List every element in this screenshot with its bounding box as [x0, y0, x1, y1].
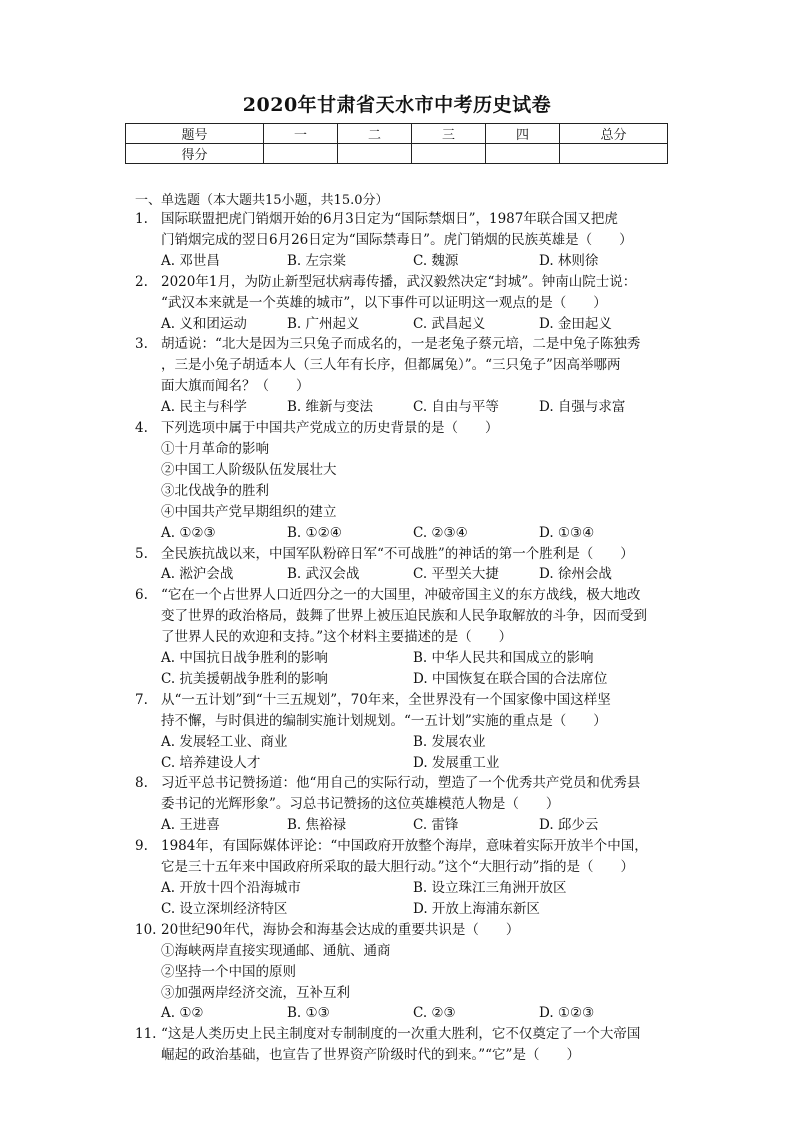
answer-option[interactable]: C. ②③④	[413, 524, 468, 541]
question-number: 4.	[135, 420, 148, 437]
answer-option[interactable]: A. 王进喜	[161, 817, 220, 834]
question-number: 5.	[135, 545, 148, 562]
answer-option[interactable]: A. ①②	[161, 1005, 204, 1022]
answer-option[interactable]: B. 设立珠江三角洲开放区	[413, 880, 567, 896]
answer-option[interactable]: B. 广州起义	[287, 315, 360, 332]
question-text-line: 它是三十五年来中国政府所采取的最大胆行动。”这个“大胆行动”指的是（ ）	[161, 859, 634, 876]
answer-options	[161, 753, 675, 774]
question-5	[135, 544, 675, 586]
answer-option[interactable]: C. 自由与平等	[413, 399, 499, 416]
question-statement: ④中国共产党早期组织的建立	[161, 503, 337, 520]
question-statement: ③北伐战争的胜利	[161, 482, 269, 499]
score-cell[interactable]	[560, 144, 668, 164]
question-text-line: “武汉本来就是一个英雄的城市”，以下事件可以证明这一观点的是（ ）	[161, 294, 607, 311]
answer-option[interactable]: C. 雷锋	[413, 817, 459, 834]
score-table	[125, 123, 668, 164]
question-text-line: 委书记的光辉形象”。习总书记赞扬的这位英雄模范人物是（ ）	[161, 796, 560, 813]
score-cell[interactable]	[486, 144, 560, 164]
question-number: 2.	[135, 273, 148, 290]
question-number: 8.	[135, 775, 148, 792]
answer-option[interactable]: D. 发展重工业	[413, 754, 500, 771]
question-text-line: “它在一个占世界人口近四分之一的大国里，冲破帝国主义的东方战线，极大地改	[161, 587, 641, 604]
question-number: 7.	[135, 691, 148, 708]
question-text-line: ，三是小兔子胡适本人（三人年有长序，但都属兔）”。“三只兔子”因高举哪两	[161, 357, 621, 374]
answer-option[interactable]: D. ①②③	[539, 1005, 595, 1022]
answer-options	[161, 1003, 675, 1024]
score-row-label: 得分	[126, 144, 264, 164]
answer-option[interactable]: B. 维新与变法	[287, 399, 374, 416]
question-number: 3.	[135, 336, 148, 353]
answer-option[interactable]: B. ①②④	[287, 524, 342, 541]
score-table-header-cell: 二	[338, 124, 412, 144]
question-2	[135, 272, 675, 335]
section-heading: 一、单选题（本大题共15小题，共15.0分）	[135, 193, 389, 208]
score-table-header-row	[126, 124, 668, 144]
score-table-header-cell: 四	[486, 124, 560, 144]
question-text-line: 面大旗而闻名？（ ）	[161, 378, 310, 395]
answer-option[interactable]: A. 发展轻工业、商业	[161, 733, 288, 750]
answer-options	[161, 815, 675, 836]
question-1	[135, 209, 675, 272]
question-text-line: 下列选项中属于中国共产党成立的历史背景的是（ ）	[161, 420, 499, 437]
answer-options	[161, 669, 675, 690]
question-number: 11.	[135, 1026, 157, 1043]
score-table-header-cell: 题号	[126, 124, 264, 144]
question-text-line: 变了世界的政治格局，鼓舞了世界上被压迫民族和人民争取解放的斗争，因而受到	[161, 608, 647, 625]
answer-option[interactable]: C. 设立深圳经济特区	[161, 900, 288, 917]
question-text-line: 崛起的政治基础，也宣告了世界资产阶级时代的到来。”“它”是（ ）	[161, 1047, 580, 1064]
answer-option[interactable]: D. 金田起义	[539, 315, 612, 332]
question-10	[135, 920, 675, 1025]
answer-option[interactable]: C. 魏源	[413, 252, 459, 269]
answer-option[interactable]: C. 武昌起义	[413, 315, 486, 332]
answer-option[interactable]: A. 义和团运动	[161, 315, 247, 332]
answer-option[interactable]: D. 中国恢复在联合国的合法席位	[413, 670, 608, 687]
answer-option[interactable]: C. 培养建设人才	[161, 754, 261, 771]
question-6	[135, 585, 675, 690]
question-text-line: 从“一五计划”到“十三五规划”，70年来，全世界没有一个国家像中国这样坚	[161, 691, 611, 708]
answer-option[interactable]: D. ①③④	[539, 524, 595, 541]
score-table-header-cell: 三	[412, 124, 486, 144]
score-cell[interactable]	[338, 144, 412, 164]
answer-options	[161, 648, 675, 669]
question-statement: ①十月革命的影响	[161, 440, 269, 457]
answer-option[interactable]: D. 邱少云	[539, 817, 599, 834]
answer-option[interactable]: B. 焦裕禄	[287, 817, 347, 834]
score-cell[interactable]	[264, 144, 338, 164]
answer-option[interactable]: C. 平型关大捷	[413, 566, 499, 583]
question-text-line: 全民族抗战以来，中国军队粉碎日军“不可战胜”的神话的第一个胜利是（ ）	[161, 545, 634, 562]
question-9	[135, 836, 675, 920]
answer-option[interactable]: D. 自强与求富	[539, 399, 626, 416]
answer-option[interactable]: D. 开放上海浦东新区	[413, 900, 540, 917]
question-text-line: 国际联盟把虎门销烟开始的6月3日定为“国际禁烟日”，1987年联合国又把虎	[161, 211, 618, 227]
question-text-line: 习近平总书记赞扬道：他“用自己的实际行动，塑造了一个优秀共产党员和优秀县	[161, 775, 641, 792]
answer-option[interactable]: B. 中华人民共和国成立的影响	[413, 650, 594, 667]
exam-title: 2020年甘肃省天水市中考历史试卷	[242, 94, 552, 116]
answer-options	[161, 878, 675, 899]
question-3	[135, 334, 675, 418]
answer-option[interactable]: A. 开放十四个沿海城市	[161, 880, 301, 896]
question-4	[135, 418, 675, 543]
score-table-header-cell: 总分	[560, 124, 668, 144]
answer-options	[161, 251, 675, 272]
answer-option[interactable]: B. ①③	[287, 1005, 330, 1022]
question-statement: ②中国工人阶级队伍发展壮大	[161, 461, 337, 478]
answer-option[interactable]: A. 民主与科学	[161, 399, 247, 416]
question-11	[135, 1024, 675, 1066]
answer-option[interactable]: B. 发展农业	[413, 733, 486, 750]
answer-option[interactable]: B. 左宗棠	[287, 252, 347, 269]
answer-option[interactable]: D. 林则徐	[539, 252, 599, 269]
answer-option[interactable]: B. 武汉会战	[287, 566, 360, 583]
answer-options	[161, 564, 675, 585]
question-number: 1.	[135, 211, 148, 227]
answer-option[interactable]: C. ②③	[413, 1005, 456, 1022]
question-text-line: 2020年1月，为防止新型冠状病毒传播，武汉毅然决定“封城”。钟南山院士说：	[161, 273, 637, 290]
question-statement: ③加强两岸经济交流，互补互利	[161, 984, 350, 1001]
question-text-line: 门销烟完成的翌日6月26日定为“国际禁毒日”。虎门销烟的民族英雄是（ ）	[161, 231, 633, 248]
answer-option[interactable]: A. 淞沪会战	[161, 566, 234, 583]
question-number: 6.	[135, 587, 148, 604]
question-text-line: 持不懈，与时俱进的编制实施计划规划。“一五计划”实施的重点是（ ）	[161, 712, 607, 729]
score-table-header-cell: 一	[264, 124, 338, 144]
question-text-line: 20世纪90年代，海协会和海基会达成的重要共识是（ ）	[161, 921, 520, 938]
answer-option[interactable]: C. 抗美援朝战争胜利的影响	[161, 670, 328, 687]
question-text-line: 胡适说：“北大是因为三只兔子而成名的，一是老兔子蔡元培，二是中兔子陈独秀	[161, 336, 641, 353]
answer-options	[161, 523, 675, 544]
answer-options	[161, 899, 675, 920]
answer-options	[161, 397, 675, 418]
answer-option[interactable]: A. 中国抗日战争胜利的影响	[161, 650, 328, 667]
answer-option[interactable]: D. 徐州会战	[539, 566, 612, 583]
question-list	[135, 209, 675, 1066]
question-number: 10.	[135, 921, 157, 938]
score-cell[interactable]	[412, 144, 486, 164]
question-number: 9.	[135, 838, 148, 855]
answer-options	[161, 314, 675, 335]
question-statement: ②坚持一个中国的原则	[161, 963, 296, 980]
question-text-line: “这是人类历史上民主制度对专制制度的一次重大胜利，它不仅奠定了一个大帝国	[161, 1026, 641, 1043]
question-8	[135, 773, 675, 836]
answer-option[interactable]: A. 邓世昌	[161, 252, 220, 269]
answer-option[interactable]: A. ①②③	[161, 524, 216, 541]
question-text-line: 1984年，有国际媒体评论：“中国政府开放整个海岸，意味着实际开放半个中国，	[161, 838, 648, 855]
score-table-score-row	[126, 144, 668, 164]
question-statement: ①海峡两岸直接实现通邮、通航、通商	[161, 942, 391, 959]
question-7	[135, 690, 675, 774]
question-text-line: 了世界人民的欢迎和支持。”这个材料主要描述的是（ ）	[161, 629, 513, 646]
answer-options	[161, 732, 675, 753]
